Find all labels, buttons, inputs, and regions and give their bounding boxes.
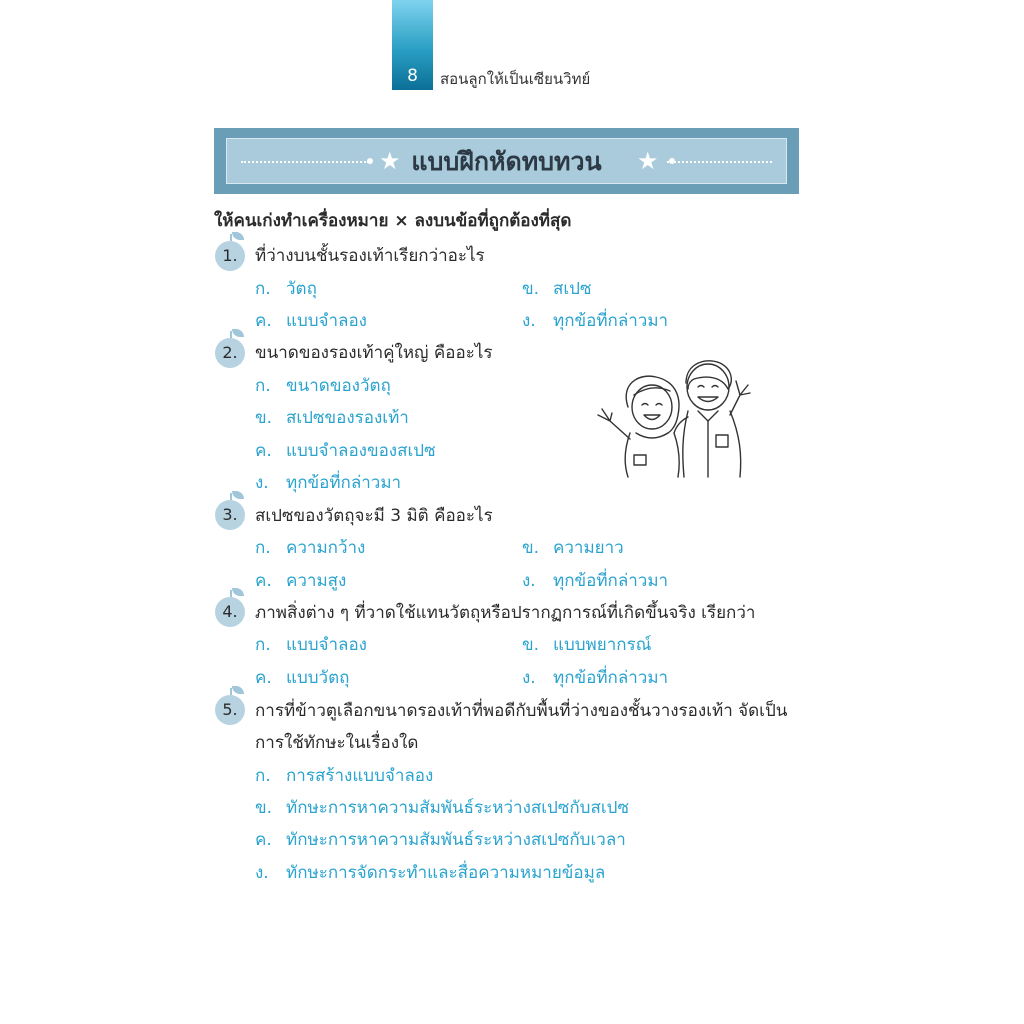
option-text: แบบจำลองของสเปซ bbox=[286, 441, 436, 461]
boy-hand bbox=[730, 381, 750, 415]
option-text: ทุกข้อที่กล่าวมา bbox=[286, 473, 402, 493]
question-text-line-2: การใช้ทักษะในเรื่องใด bbox=[255, 733, 419, 753]
question-number: 5. bbox=[215, 695, 245, 725]
option-text: ขนาดของวัตถุ bbox=[286, 376, 391, 396]
option-c bbox=[255, 438, 436, 464]
option-key: ง. bbox=[255, 863, 269, 883]
option-a bbox=[255, 373, 391, 399]
banner-title: แบบฝึกหัดทบทวน bbox=[411, 147, 602, 176]
option-c bbox=[255, 308, 367, 334]
running-title: สอนลูกให้เป็นเซียนวิทย์ bbox=[440, 70, 591, 88]
question-number: 1. bbox=[215, 241, 245, 271]
option-d bbox=[522, 665, 668, 691]
option-text: แบบพยากรณ์ bbox=[553, 635, 652, 655]
option-key: ก. bbox=[255, 376, 271, 396]
option-text: ทักษะการจัดกระทำและสื่อความหมายข้อมูล bbox=[286, 863, 606, 883]
option-b bbox=[522, 535, 624, 561]
option-text: สเปซ bbox=[553, 279, 592, 299]
option-key: ง. bbox=[255, 473, 269, 493]
option-text: ความกว้าง bbox=[286, 538, 366, 558]
option-key: ข. bbox=[255, 798, 273, 818]
option-key: ง. bbox=[522, 311, 536, 331]
question-text: ภาพสิ่งต่าง ๆ ที่วาดใช้แทนวัตถุหรือปรากฏการณ์ที่เกิดขึ้นจริง เรียกว่า bbox=[255, 603, 756, 623]
option-key: ก. bbox=[255, 766, 271, 786]
option-key: ข. bbox=[522, 635, 540, 655]
option-text: ทุกข้อที่กล่าวมา bbox=[553, 311, 669, 331]
option-key: ข. bbox=[522, 279, 540, 299]
option-b bbox=[255, 405, 409, 431]
star-icon: ★ bbox=[379, 147, 401, 175]
girl-face bbox=[632, 385, 672, 429]
question-number: 3. bbox=[215, 500, 245, 530]
option-key: ง. bbox=[522, 571, 536, 591]
option-text: การสร้างแบบจำลอง bbox=[286, 766, 434, 786]
banner-inner bbox=[226, 138, 787, 184]
boy-body bbox=[683, 411, 741, 477]
apple-leaf-icon bbox=[232, 491, 244, 499]
option-text: วัตถุ bbox=[286, 279, 317, 299]
option-text: ความสูง bbox=[286, 571, 347, 591]
option-text: ความยาว bbox=[553, 538, 624, 558]
option-text: แบบจำลอง bbox=[286, 635, 367, 655]
question-number: 4. bbox=[215, 597, 245, 627]
option-key: ข. bbox=[522, 538, 540, 558]
section-banner bbox=[214, 128, 799, 194]
option-key: ค. bbox=[255, 441, 272, 461]
option-key: ค. bbox=[255, 668, 272, 688]
option-d bbox=[522, 308, 668, 334]
children-illustration bbox=[590, 355, 775, 480]
question-number: 2. bbox=[215, 338, 245, 368]
boy-face bbox=[687, 364, 729, 410]
page-number: 8 bbox=[407, 66, 418, 86]
option-b bbox=[522, 276, 592, 302]
option-c bbox=[255, 827, 626, 853]
option-text: สเปซของรองเท้า bbox=[286, 408, 409, 428]
girl-hand bbox=[598, 409, 630, 439]
question-text-line-1: การที่ข้าวตูเลือกขนาดรองเท้าที่พอดีกับพื้นที่ว่างของชั้นวางรองเท้า จัดเป็น bbox=[255, 701, 788, 721]
option-d bbox=[255, 860, 605, 886]
option-a bbox=[255, 276, 317, 302]
option-text: ทักษะการหาความสัมพันธ์ระหว่างสเปซกับสเปซ bbox=[286, 798, 629, 818]
option-text: ทักษะการหาความสัมพันธ์ระหว่างสเปซกับเวลา bbox=[286, 830, 626, 850]
star-icon: ★ bbox=[637, 147, 659, 175]
option-key: ก. bbox=[255, 635, 271, 655]
question-text: สเปซของวัตถุจะมี 3 มิติ คืออะไร bbox=[255, 506, 493, 526]
option-key: ง. bbox=[522, 668, 536, 688]
option-key: ค. bbox=[255, 830, 272, 850]
question-text: ขนาดของรองเท้าคู่ใหญ่ คืออะไร bbox=[255, 343, 493, 363]
apple-leaf-icon bbox=[232, 686, 244, 694]
dotted-line-right bbox=[667, 161, 772, 163]
option-a bbox=[255, 535, 365, 561]
option-b bbox=[522, 632, 651, 658]
question-text: ที่ว่างบนชั้นรองเท้าเรียกว่าอะไร bbox=[255, 246, 485, 266]
option-key: ก. bbox=[255, 279, 271, 299]
option-key: ข. bbox=[255, 408, 273, 428]
option-text: แบบจำลอง bbox=[286, 311, 367, 331]
option-key: ค. bbox=[255, 571, 272, 591]
apple-leaf-icon bbox=[232, 588, 244, 596]
option-d bbox=[255, 470, 401, 496]
option-b bbox=[255, 795, 629, 821]
option-a bbox=[255, 632, 367, 658]
option-c bbox=[255, 665, 349, 691]
option-text: ทุกข้อที่กล่าวมา bbox=[553, 668, 669, 688]
option-key: ก. bbox=[255, 538, 271, 558]
instruction-text: ให้คนเก่งทำเครื่องหมาย × ลงบนข้อที่ถูกต้องที่สุด bbox=[214, 211, 572, 231]
apple-leaf-icon bbox=[232, 329, 244, 337]
option-text: แบบวัตถุ bbox=[286, 668, 350, 688]
option-d bbox=[522, 568, 668, 594]
option-text: ทุกข้อที่กล่าวมา bbox=[553, 571, 669, 591]
option-c bbox=[255, 568, 346, 594]
option-a bbox=[255, 763, 433, 789]
option-key: ค. bbox=[255, 311, 272, 331]
